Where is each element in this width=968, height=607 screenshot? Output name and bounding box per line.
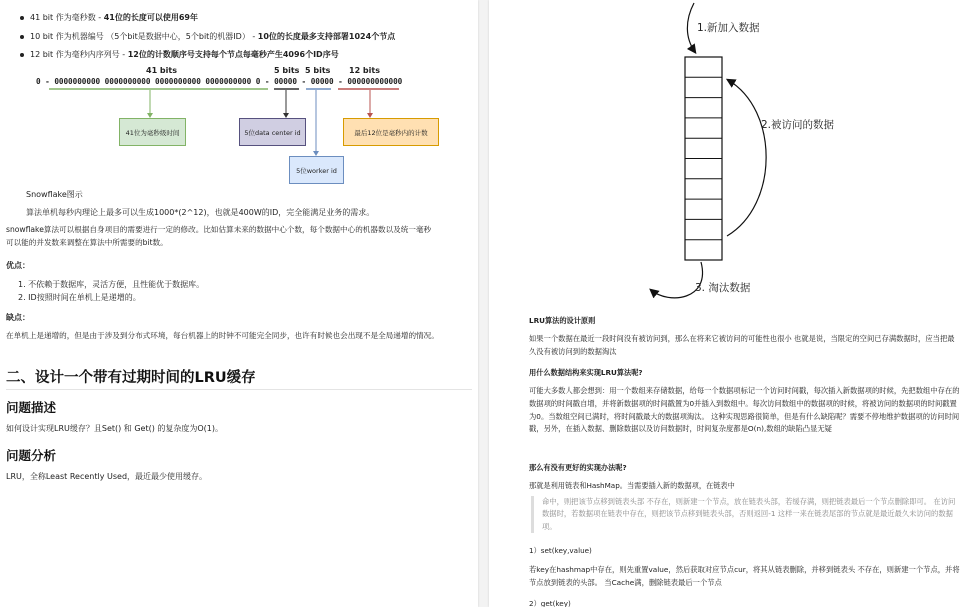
bullet-text: 10 bit 作为机器编号 （5个bit是数据中心，5个bit的机器ID） -	[30, 32, 258, 41]
snowflake-diagram-lines	[0, 0, 478, 190]
figure-caption: Snowflake图示	[26, 190, 83, 199]
principle-text: 如果一个数据在最近一段时间没有被访问到，那么在将来它被访问的可能性也很小 也就是说，当限定的空间已存满数据时，应当把最久没有被访问到的数据淘汰	[529, 334, 955, 357]
para-customization: snowflake算法可以根据自身项目的需要进行一定的修改。比如估算未来的数据中心个数，每个数据中心的机器数以及统一毫秒可以能的并发数来调整在算法中所需要的bit数。	[6, 225, 432, 248]
heading-problem-description: 问题描述	[6, 400, 57, 415]
label-new-data: 1.新加入数据	[697, 22, 760, 34]
quote-block: 命中，则把该节点移到链表头部 不存在，则新建一个节点，放在链表头部，若缓存满，则把链表最后一个节点删除即可。 在访问数据时，若数据项在链表中存在，则把该节点移到链表头部，否则返回-1 这样一来在链表尾部的节点就是最近最久未访问的数据项。	[531, 496, 962, 533]
bullet-bold-text: 12位的计数顺序号支持每个节点每毫秒产生4096个ID序号	[127, 50, 339, 59]
heading-problem-analysis: 问题分析	[6, 448, 57, 463]
heading-lru-cache: 二、设计一个带有过期时间的LRU缓存	[6, 370, 256, 386]
get-title: 2）get(key)	[529, 599, 571, 607]
arrow-accessed-data	[727, 80, 766, 236]
label-accessed-data: 2.被访问的数据	[761, 119, 835, 131]
arrow-new-data	[687, 3, 695, 52]
label-5-bits-a: 5 bits	[274, 66, 300, 75]
advantage-item-1: 1. 不依赖于数据库，灵活方便，且性能优于数据库。	[18, 280, 205, 289]
bullet-text: 41 bit 作为毫秒数 -	[30, 13, 104, 22]
para-throughput: 算法单机每秒内理论上最多可以生成1000*(2^12)，也就是400W的ID，完全能满足业务的需求。	[26, 208, 375, 217]
disadvantages-title: 缺点：	[6, 313, 30, 322]
ds-title: 用什么数据结构来实现LRU算法呢?	[529, 368, 643, 377]
right-page	[489, 0, 968, 607]
heading-divider	[6, 389, 472, 390]
box-datacenter-id: 5位data center id	[239, 118, 306, 146]
better-text: 那就是利用链表和HashMap。当需要插入新的数据项，在链表中	[529, 481, 735, 490]
advantage-item-2: 2. ID按照时间在单机上是递增的。	[18, 293, 141, 302]
bullet-bold-text: 41位的长度可以使用69年	[103, 13, 198, 22]
box-sequence: 最后12位是毫秒内的计数	[343, 118, 439, 146]
para-disadvantage: 在单机上是递增的，但是由于涉及到分布式环境，每台机器上的时钟不可能完全同步，也许有时候也会出现不是全局递增的情况。	[6, 331, 439, 340]
set-text: 若key在hashmap中存在，则先重置value，然后获取对应节点cur，将其从链表删除，并移到链表头 不存在，则新建一个节点，并将节点放到链表的头部。 当Cache满，删除链表最后一个节点	[529, 565, 960, 587]
set-title: 1）set(key,value)	[529, 546, 592, 555]
ds-text: 可能大多数人都会想到：用一个数组来存储数据，给每一个数据项标记一个访问时间戳，每次插入新数据项的时候，先把数组中存在的数据项的时间戳自增，并将新数据项的时间戳置为0并插入到数组中。每次访问数组中的数据项的时候，将被访问的数据项的时间戳置为0。当数组空间已满时，将时间戳最大的数据项淘汰。 这种实现思路很简单，但是有什么缺陷呢？需要不停地维护数据项的访问时间戳，另外，在插入数据、删除数据以及访问数据时，时间复杂度都是O(n),数组的缺陷凸显无疑	[529, 386, 960, 434]
label-12-bits: 12 bits	[349, 66, 380, 75]
lru-diagram	[489, 0, 968, 310]
advantages-title: 优点：	[6, 261, 30, 270]
label-5-bits-b: 5 bits	[305, 66, 331, 75]
box-timestamp: 41位为毫秒级时间	[119, 118, 186, 146]
para-problem: 如何设计实现LRU缓存？且Set() 和 Get() 的复杂度为O(1)。	[6, 424, 224, 433]
left-page	[0, 0, 478, 607]
bullet-text: 12 bit 作为毫秒内序列号 -	[30, 50, 128, 59]
bits-line: 0 - 0000000000 0000000000 0000000000 0000000000 0 - 00000 - 00000 - 000000000000	[36, 77, 403, 86]
para-analysis: LRU，全称Least Recently Used，最近最少使用缓存。	[6, 472, 208, 481]
better-title: 那么有没有更好的实现办法呢?	[529, 463, 627, 472]
label-evicted-data: 3. 淘汰数据	[695, 282, 751, 294]
label-41-bits: 41 bits	[146, 66, 177, 75]
principle-title: LRU算法的设计原则	[529, 316, 596, 325]
bullet-bold-text: 10位的长度最多支持部署1024个节点	[257, 32, 396, 41]
box-worker-id: 5位worker id	[289, 156, 344, 184]
